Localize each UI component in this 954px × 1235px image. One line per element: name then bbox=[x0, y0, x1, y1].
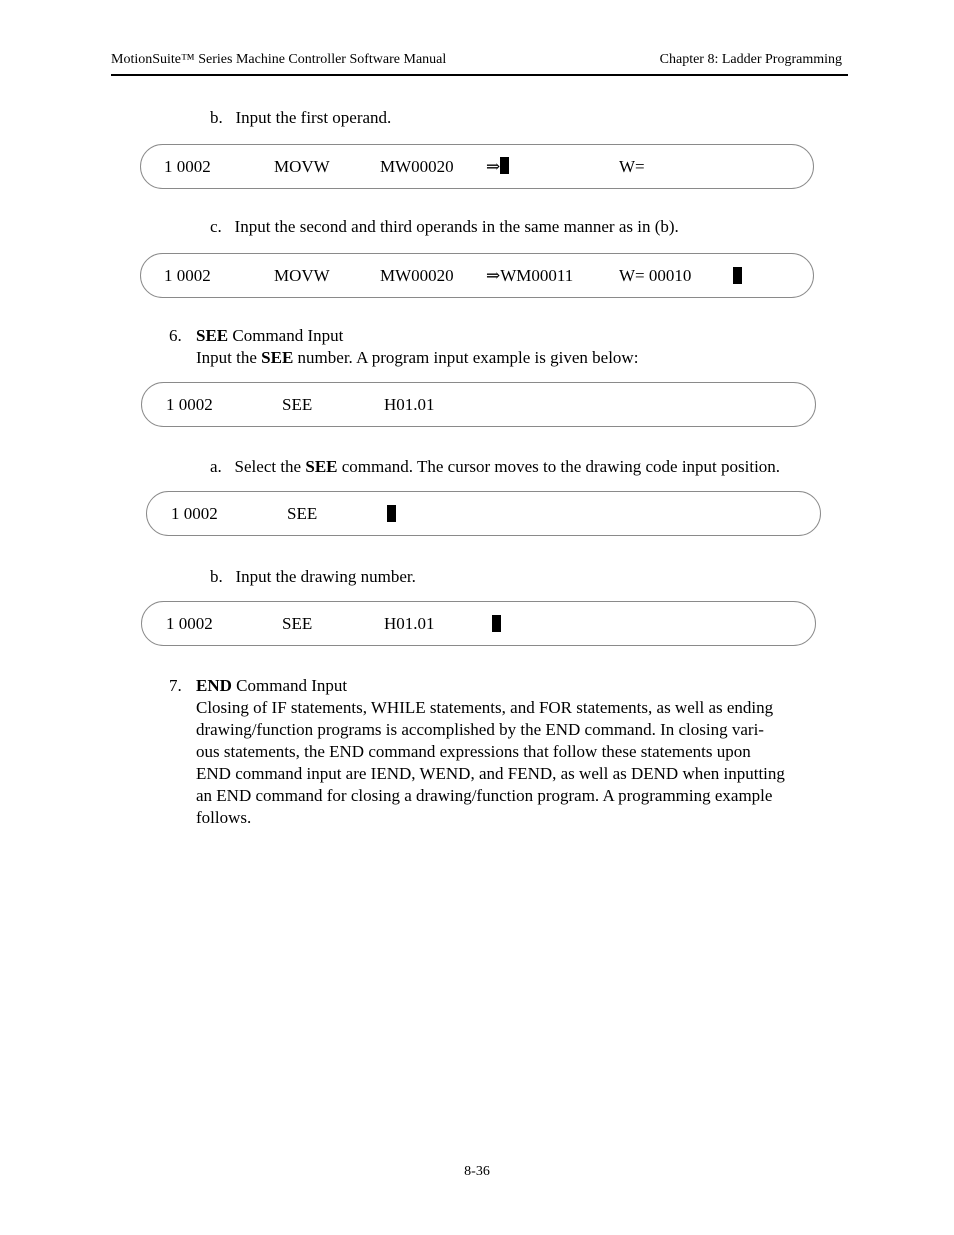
body-line: follows. bbox=[196, 808, 252, 827]
header-rule bbox=[111, 74, 848, 76]
program-line-box-2 bbox=[140, 253, 814, 298]
keyword-see: SEE bbox=[305, 457, 338, 476]
header-manual-title: MotionSuite™ Series Machine Controller Software Manual bbox=[111, 52, 447, 67]
step-text: Input the second and third operands in the same manner as in (b). bbox=[234, 217, 679, 236]
line-number: 1 0002 bbox=[164, 266, 211, 285]
header-chapter: Chapter 8: Ladder Programming bbox=[659, 52, 842, 67]
desc-text: Input the bbox=[196, 348, 262, 367]
step-text: Input the first operand. bbox=[235, 108, 392, 127]
step-marker: c. bbox=[210, 217, 222, 236]
section-7-number: 7. bbox=[169, 676, 182, 695]
operand-1: MW00020 bbox=[380, 266, 454, 285]
section-6-description bbox=[196, 347, 638, 369]
section-6-title bbox=[196, 325, 343, 347]
step-text: Input the drawing number. bbox=[235, 567, 416, 586]
step-text: Select the bbox=[234, 457, 306, 476]
drawing-number: H01.01 bbox=[384, 614, 435, 633]
section-7-body bbox=[196, 697, 844, 829]
step-marker: b. bbox=[210, 108, 223, 127]
step-c-operands bbox=[210, 216, 679, 238]
page-number: 8-36 bbox=[464, 1164, 490, 1179]
step-a-select-see bbox=[210, 456, 780, 478]
section-7-title-text: Command Input bbox=[231, 676, 348, 695]
command-name: MOVW bbox=[274, 266, 330, 285]
operand-1: MW00020 bbox=[380, 157, 454, 176]
command-name: SEE bbox=[282, 395, 313, 414]
command-name: SEE bbox=[287, 504, 318, 523]
section-7-title bbox=[196, 675, 347, 697]
program-line-box-5 bbox=[141, 601, 816, 646]
drawing-number: H01.01 bbox=[384, 395, 435, 414]
keyword-end: END bbox=[196, 676, 232, 695]
body-line: drawing/function programs is accomplished by the END command. In closing vari- bbox=[196, 720, 764, 739]
section-6-number: 6. bbox=[169, 326, 182, 345]
input-cursor bbox=[387, 505, 396, 522]
command-name: SEE bbox=[282, 614, 313, 633]
keyword-see: SEE bbox=[196, 326, 229, 345]
arrow-icon: ⇒ bbox=[486, 157, 501, 176]
width-field: W= bbox=[619, 157, 645, 176]
step-text: command. The cursor moves to the drawing code input position. bbox=[337, 457, 781, 476]
desc-text: number. A program input example is given below: bbox=[293, 348, 639, 367]
input-cursor bbox=[492, 615, 501, 632]
program-line-box-4 bbox=[146, 491, 821, 536]
body-line: an END command for closing a drawing/function program. A programming example bbox=[196, 786, 773, 805]
body-line: Closing of IF statements, WHILE statements, and FOR statements, as well as ending bbox=[196, 698, 774, 717]
section-6-title-text: Command Input bbox=[228, 326, 344, 345]
line-number: 1 0002 bbox=[171, 504, 218, 523]
width-field: W= 00010 bbox=[619, 266, 692, 285]
line-number: 1 0002 bbox=[164, 157, 211, 176]
body-line: END command input are IEND, WEND, and FEND, as well as DEND when inputting bbox=[196, 764, 785, 783]
operand-2-value: WM00011 bbox=[500, 266, 574, 285]
step-b-drawing-number bbox=[210, 566, 416, 588]
program-line-box-3 bbox=[141, 382, 816, 427]
input-cursor bbox=[500, 157, 509, 174]
body-line: ous statements, the END command expressions that follow these statements upon bbox=[196, 742, 751, 761]
arrow-icon: ⇒ bbox=[486, 266, 501, 285]
step-marker: b. bbox=[210, 567, 223, 586]
line-number: 1 0002 bbox=[166, 614, 213, 633]
keyword-see: SEE bbox=[261, 348, 294, 367]
operand-2 bbox=[486, 265, 573, 287]
input-cursor bbox=[733, 267, 742, 284]
step-b-first-operand bbox=[210, 107, 391, 129]
program-line-box-1 bbox=[140, 144, 814, 189]
operand-2 bbox=[486, 156, 509, 178]
step-marker: a. bbox=[210, 457, 222, 476]
command-name: MOVW bbox=[274, 157, 330, 176]
line-number: 1 0002 bbox=[166, 395, 213, 414]
